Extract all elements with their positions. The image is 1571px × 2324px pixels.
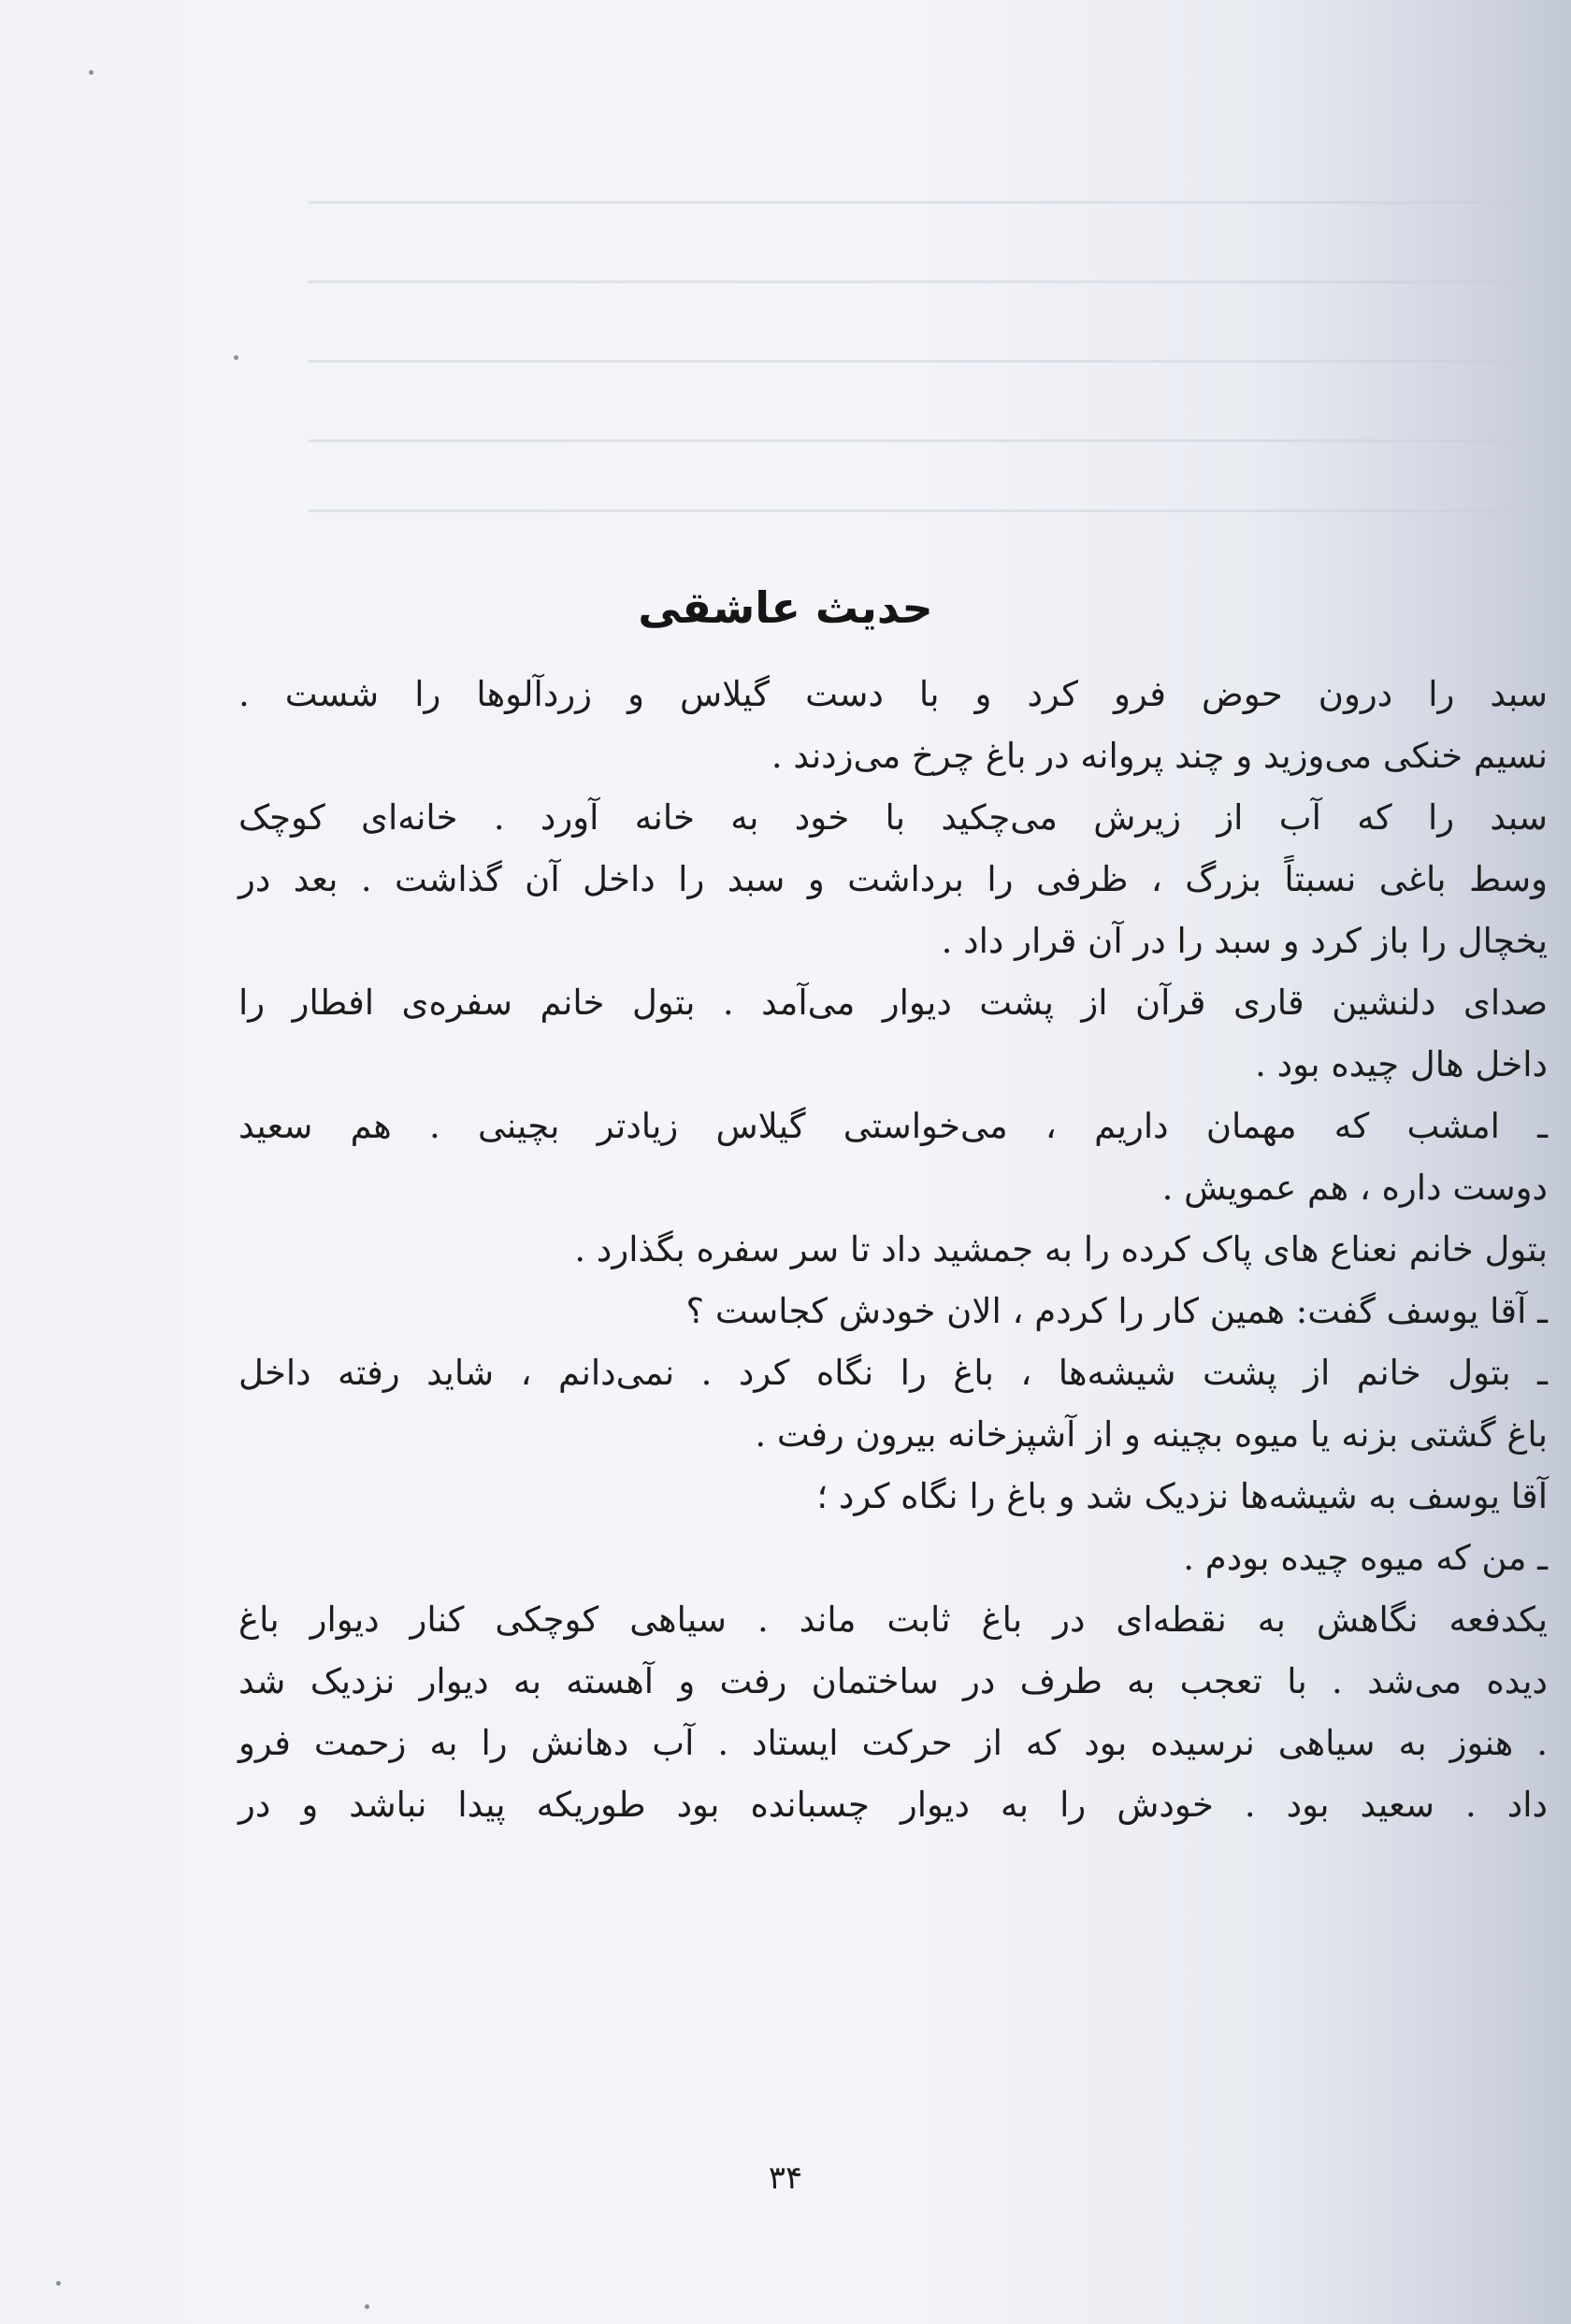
text-line: داخل هال چیده بود . xyxy=(1255,1044,1548,1084)
text-line: ـ امشب که مهمان داریم ، می‌خواستی گیلاس زیادتر بچینی . هم سعید xyxy=(238,1106,1548,1146)
text-line: آقا یوسف به شیشه‌ها نزدیک شد و باغ را نگاه کرد ؛ xyxy=(816,1476,1548,1516)
bleed-through-line xyxy=(309,280,1534,283)
text-line: سبد را که آب از زیرش می‌چکید با خود به خانه آورد . خانه‌ای کوچک xyxy=(238,797,1548,838)
bleed-through-line xyxy=(309,509,1534,512)
text-line: داد . سعید بود . خودش را به دیوار چسبانده بود طوریکه پیدا نباشد و در xyxy=(238,1785,1548,1825)
paper-speck xyxy=(234,355,238,360)
text-line: صدای دلنشین قاری قرآن از پشت دیوار می‌آمد . بتول خانم سفره‌ی افطار را xyxy=(238,983,1548,1023)
bleed-through-line xyxy=(309,439,1534,442)
paper-speck xyxy=(365,2304,369,2309)
text-line: ـ من که میوه چیده بودم . xyxy=(1183,1538,1548,1578)
text-line: یکدفعه نگاهش به نقطه‌ای در باغ ثابت ماند . سیاهی کوچکی کنار دیوار باغ xyxy=(238,1600,1548,1640)
text-line: نسیم خنکی می‌وزید و چند پروانه در باغ چرخ می‌زدند . xyxy=(771,736,1548,776)
text-line: دیده می‌شد . با تعجب به طرف در ساختمان رفت و آهسته به دیوار نزدیک شد xyxy=(238,1661,1548,1701)
text-line: بتول خانم نعناع های پاک کرده را به جمشید داد تا سر سفره بگذارد . xyxy=(574,1229,1548,1270)
text-line: ـ آقا یوسف گفت: همین کار را کردم ، الان خودش کجاست ؟ xyxy=(685,1291,1548,1331)
text-line: سبد را درون حوض فرو کرد و با دست گیلاس و زردآلوها را شست . xyxy=(238,674,1548,714)
paper-speck xyxy=(89,70,94,75)
text-line: باغ گشتی بزنه یا میوه بچینه و از آشپزخانه بیرون رفت . xyxy=(755,1414,1548,1455)
text-line: وسط باغی نسبتاً بزرگ ، ظرفی را برداشت و سبد را داخل آن گذاشت . بعد در xyxy=(238,859,1548,899)
chapter-title: حدیث عاشقی xyxy=(638,582,933,633)
page-number: ۳۴ xyxy=(768,2159,803,2197)
paper-speck xyxy=(56,2281,61,2286)
text-line: دوست داره ، هم عمویش . xyxy=(1161,1168,1548,1208)
body-text xyxy=(238,664,1548,1836)
text-line: ـ بتول خانم از پشت شیشه‌ها ، باغ را نگاه کرد . نمی‌دانم ، شاید رفته داخل xyxy=(238,1353,1548,1393)
bleed-through-line xyxy=(309,201,1534,204)
bleed-through-line xyxy=(309,360,1534,363)
text-line: . هنوز به سیاهی نرسیده بود که از حرکت ایستاد . آب دهانش را به زحمت فرو xyxy=(238,1723,1548,1763)
text-line: یخچال را باز کرد و سبد را در آن قرار داد . xyxy=(941,921,1548,961)
